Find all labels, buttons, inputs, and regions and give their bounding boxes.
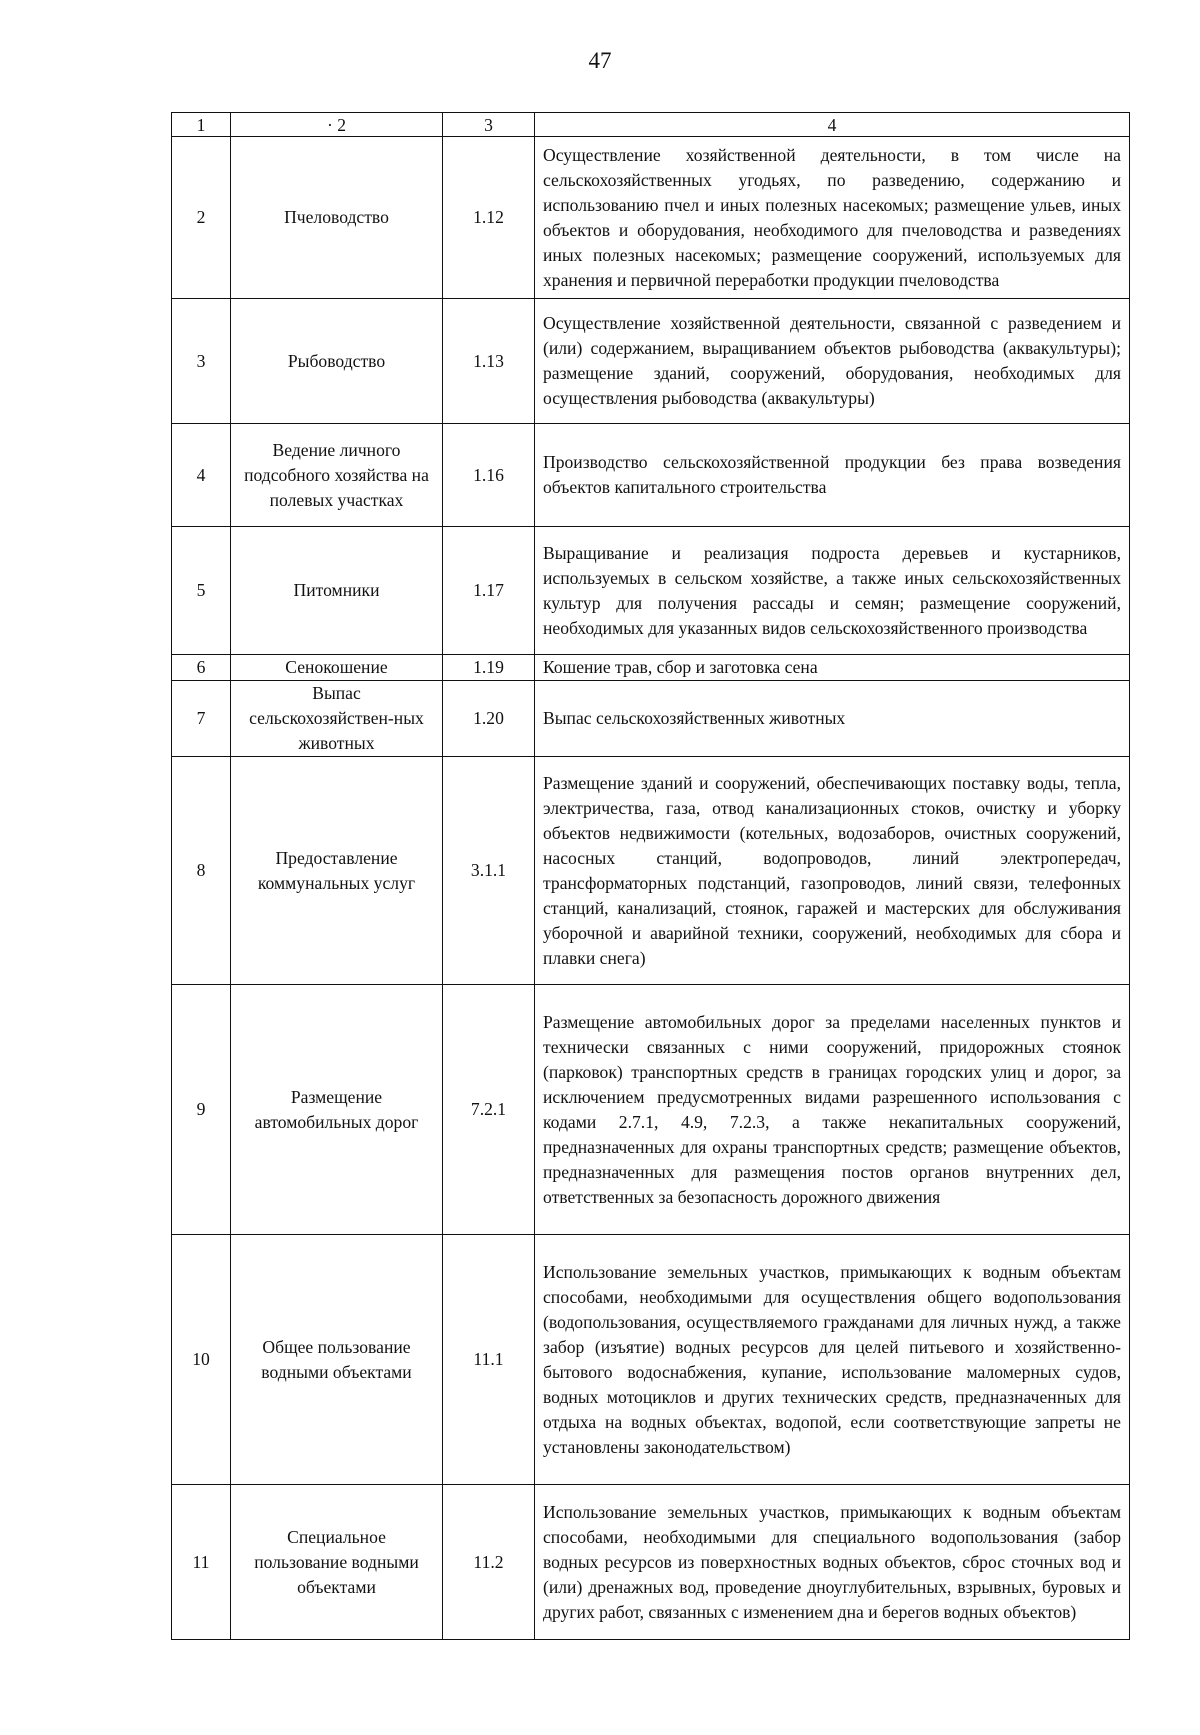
use-type-name: Общее пользование водными объектами — [231, 1235, 443, 1485]
table-row — [172, 527, 1130, 655]
table-row — [172, 985, 1130, 1235]
use-type-code: 11.2 — [443, 1485, 535, 1640]
page-number: 47 — [588, 48, 612, 73]
use-type-name: Специальное пользование водными объектами — [231, 1485, 443, 1640]
row-number: 7 — [172, 681, 231, 757]
use-type-code: 1.16 — [443, 424, 535, 527]
row-number: 9 — [172, 985, 231, 1235]
use-type-code: 7.2.1 — [443, 985, 535, 1235]
use-type-name: Пчеловодство — [231, 137, 443, 299]
use-type-description: Производство сельскохозяйственной продукции без права возведения объектов капитального строительства — [535, 424, 1130, 527]
row-number: 10 — [172, 1235, 231, 1485]
use-type-description: Осуществление хозяйственной деятельности, в том числе на сельскохозяйственных угодьях, по разведению, содержанию и использованию пчел и иных полезных насекомых; размещение ульев, иных объектов и оборудования, необходимого для пчеловодства и разведениях иных полезных насекомых; размещение сооружений, используемых для хранения и первичной переработки продукции пчеловодства — [535, 137, 1130, 299]
use-type-code: 1.13 — [443, 299, 535, 424]
use-type-description: Размещение зданий и сооружений, обеспечивающих поставку воды, тепла, электричества, газа, отвод канализационных стоков, очистку и уборку объектов недвижимости (котельных, водозаборов, очистных сооружений, насосных станций, водопроводов, линий электропередач, трансформаторных подстанций, газопроводов, линий связи, телефонных станций, канализаций, стоянок, гаражей и мастерских для обслуживания уборочной и аварийной техники, сооружений, необходимых для сбора и плавки снега) — [535, 757, 1130, 985]
use-type-name: Размещение автомобильных дорог — [231, 985, 443, 1235]
use-type-description: Использование земельных участков, примыкающих к водным объектам способами, необходимыми для специального водопользования (забор водных ресурсов из поверхностных водных объектов, сброс сточных вод и (или) дренажных вод, проведение дноуглубительных, взрывных, буровых и других работ, связанных с изменением дна и берегов водных объектов) — [535, 1485, 1130, 1640]
use-type-description: Выпас сельскохозяйственных животных — [535, 681, 1130, 757]
use-type-code: 1.12 — [443, 137, 535, 299]
use-type-name: Ведение личного подсобного хозяйства на полевых участках — [231, 424, 443, 527]
table-row — [172, 1235, 1130, 1485]
table-row — [172, 424, 1130, 527]
table-row — [172, 299, 1130, 424]
use-type-name: Предоставление коммунальных услуг — [231, 757, 443, 985]
row-number: 4 — [172, 424, 231, 527]
use-type-name: Питомники — [231, 527, 443, 655]
row-number: 2 — [172, 137, 231, 299]
column-header: 1 — [172, 113, 231, 137]
table-row — [172, 655, 1130, 681]
use-type-name: Рыбоводство — [231, 299, 443, 424]
use-type-description: Размещение автомобильных дорог за пределами населенных пунктов и технически связанных с ними сооружений, придорожных стоянок (парковок) транспортных средств в границах городских улиц и дорог, за исключением предусмотренных видами разрешенного использования с кодами 2.7.1, 4.9, 7.2.3, а также некапитальных сооружений, предназначенных для охраны транспортных средств; размещение объектов, предназначенных для размещения постов органов внутренних дел, ответственных за безопасность дорожного движения — [535, 985, 1130, 1235]
use-type-code: 1.19 — [443, 655, 535, 681]
column-header: · 2 — [231, 113, 443, 137]
use-type-description: Осуществление хозяйственной деятельности, связанной с разведением и (или) содержанием, выращиванием объектов рыбоводства (аквакультуры); размещение зданий, сооружений, оборудования, необходимых для осуществления рыбоводства (аквакультуры) — [535, 299, 1130, 424]
table-row — [172, 757, 1130, 985]
column-header: 3 — [443, 113, 535, 137]
use-type-code: 3.1.1 — [443, 757, 535, 985]
table-row — [172, 681, 1130, 757]
row-number: 3 — [172, 299, 231, 424]
row-number: 5 — [172, 527, 231, 655]
table-header-row — [172, 113, 1130, 137]
table-row — [172, 1485, 1130, 1640]
use-type-name: Выпас сельскохозяйствен-ных животных — [231, 681, 443, 757]
use-type-code: 11.1 — [443, 1235, 535, 1485]
use-type-code: 1.20 — [443, 681, 535, 757]
use-type-code: 1.17 — [443, 527, 535, 655]
use-type-name: Сенокошение — [231, 655, 443, 681]
column-header: 4 — [535, 113, 1130, 137]
row-number: 8 — [172, 757, 231, 985]
use-type-description: Кошение трав, сбор и заготовка сена — [535, 655, 1130, 681]
table-row — [172, 137, 1130, 299]
row-number: 6 — [172, 655, 231, 681]
land-use-table — [171, 112, 1130, 1640]
use-type-description: Использование земельных участков, примыкающих к водным объектам способами, необходимыми для осуществления общего водопользования (водопользования, осуществляемого гражданами для личных нужд, а также забор (изъятие) водных ресурсов для целей питьевого и хозяйственно-бытового водоснабжения, купание, использование маломерных судов, водных мотоциклов и других технических средств, предназначенных для отдыха на водных объектах, водопой, если соответствующие запреты не установлены законодательством) — [535, 1235, 1130, 1485]
row-number: 11 — [172, 1485, 231, 1640]
use-type-description: Выращивание и реализация подроста деревьев и кустарников, используемых в сельском хозяйстве, а также иных сельскохозяйственных культур для получения рассады и семян; размещение сооружений, необходимых для указанных видов сельскохозяйственного производства — [535, 527, 1130, 655]
